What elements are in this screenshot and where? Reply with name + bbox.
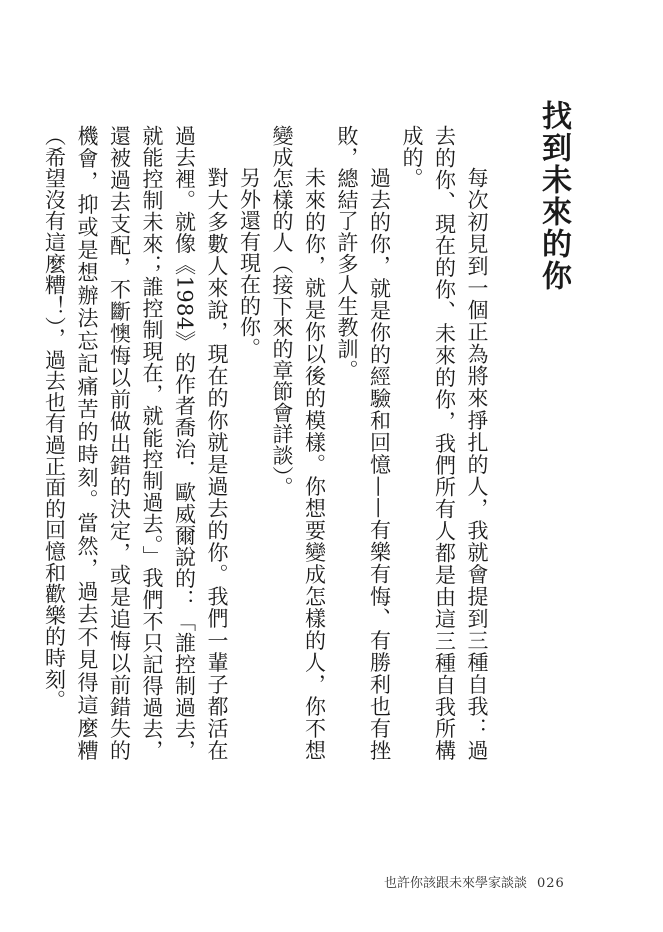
paragraph: 每次初見到一個正為將來掙扎的人，我就會提到三種自我：過去的你、現在的你、未來的你，我們所有人都是由這三種自我所構成的。 (400, 125, 489, 761)
running-title: 也許你該跟未來學家談談 (384, 876, 528, 891)
paragraph: 過去的你，就是你的經驗和回憶——有樂有悔、有勝利也有挫敗，總結了許多人生教訓。 (335, 125, 392, 761)
paragraph: 未來的你，就是你以後的模樣。你想要變成怎樣的人，你不想變成怎樣的人（接下來的章節會詳談）。 (270, 125, 327, 761)
paragraph: 對大多數人來說，現在的你就是過去的你。我們一輩子都活在過去裡。就像《1984》的作者喬治．歐威爾說的：「誰控制過去，就能控制未來；誰控制現在，就能控制過去。」我們不只記得過去，還被過去支配，不斷懊悔以前做出錯的決定，或是追悔以前錯失的機會，抑或是想辦法忘記痛苦的時刻。當然，過去不見得這麼糟（希望沒有這麼糟！），過去也有過正面的回憶和歡樂的時刻。 (42, 125, 229, 761)
paragraph: 另外還有現在的你。 (237, 167, 262, 359)
chapter-title: 找到未來的你 (536, 100, 571, 292)
page-footer (384, 872, 565, 891)
body-text (42, 125, 493, 761)
page-number: 026 (537, 876, 565, 891)
